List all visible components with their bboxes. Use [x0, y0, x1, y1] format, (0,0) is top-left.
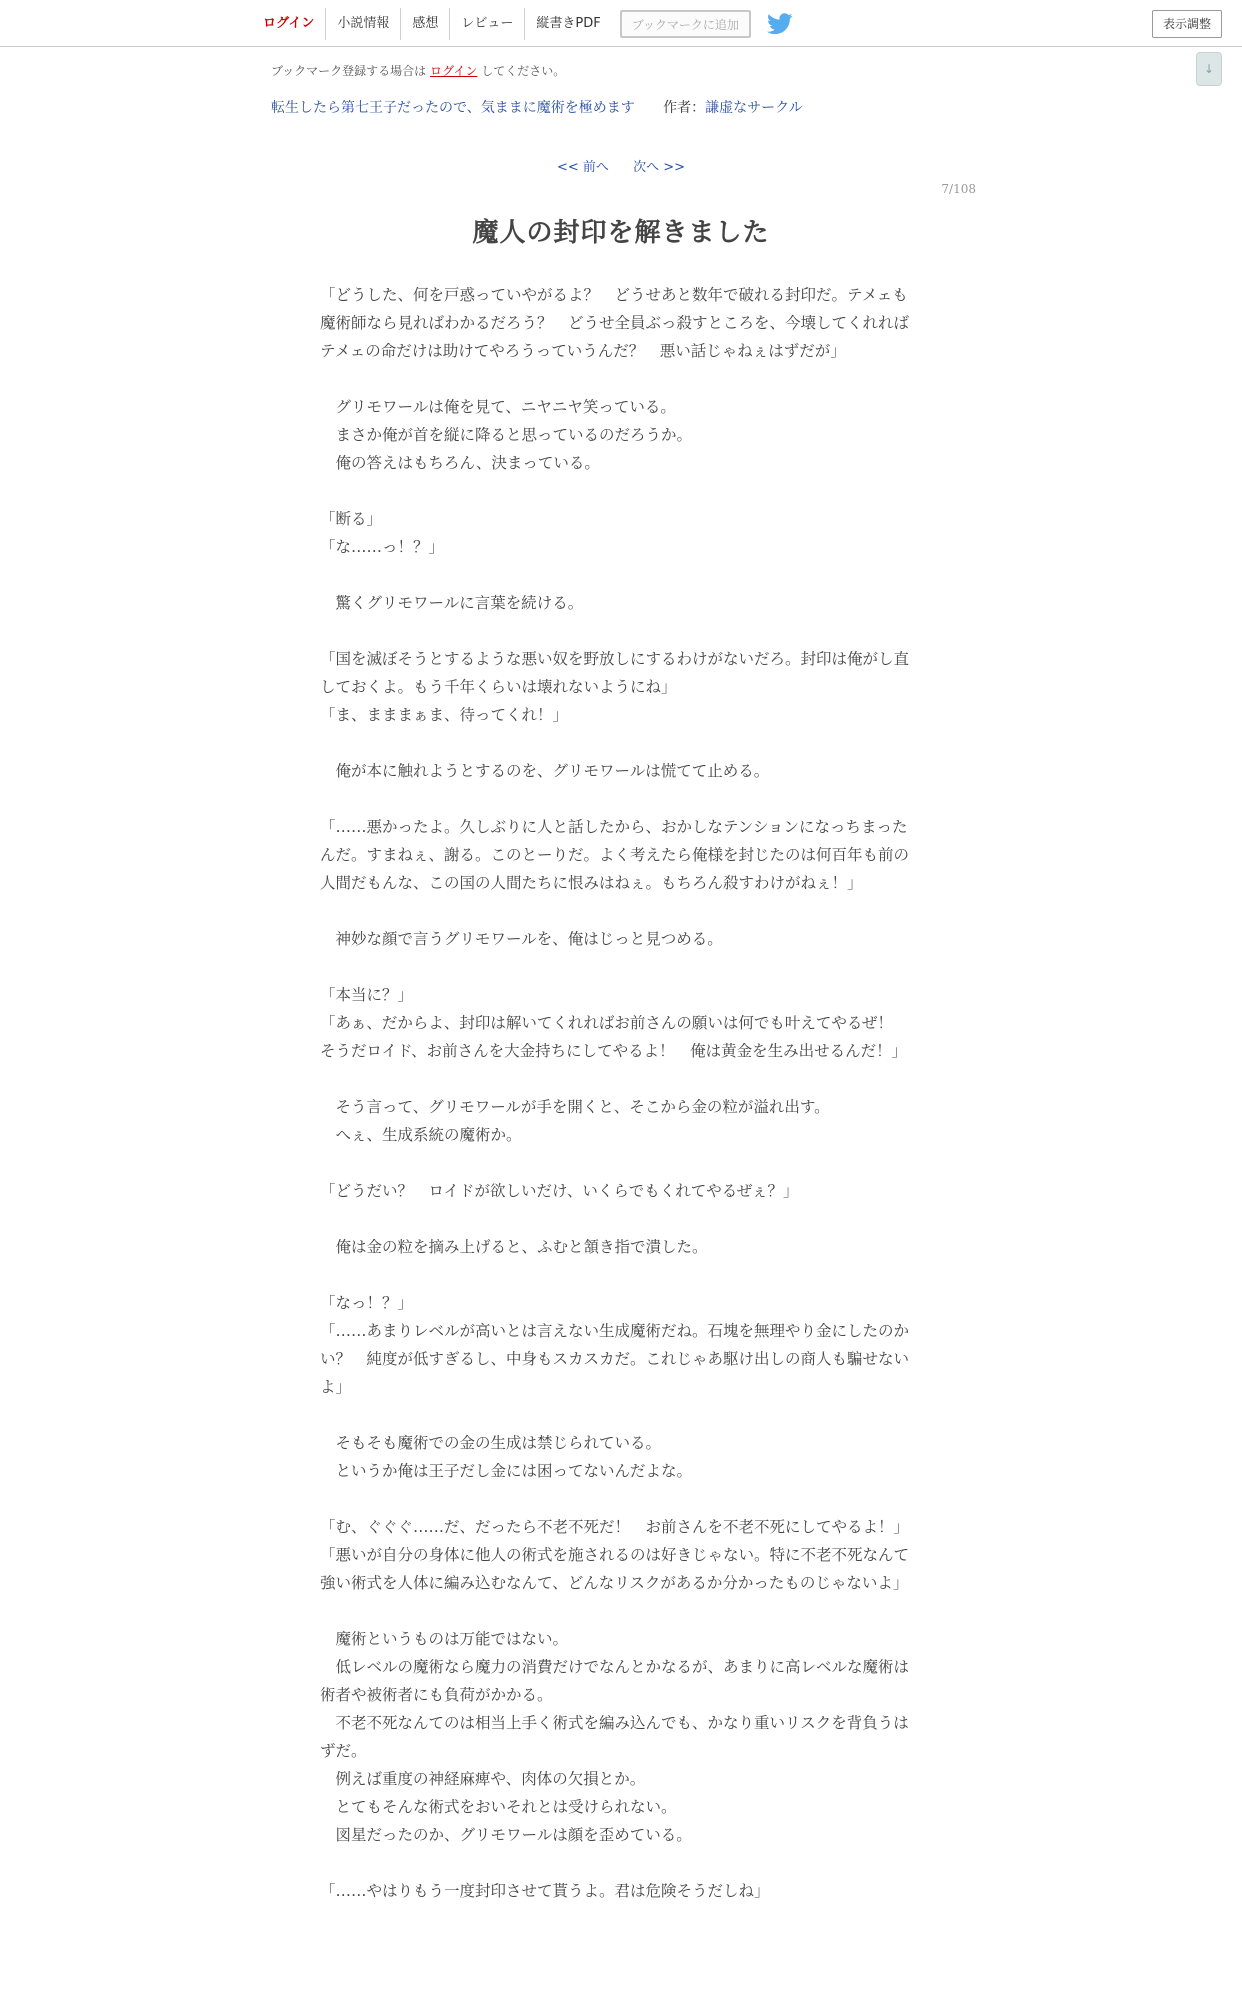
- body-paragraph: 「どうだい？ ロイドが欲しいだけ、いくらでもくれてやるぜぇ？」: [320, 1182, 799, 1200]
- blank-line: [320, 561, 914, 589]
- top-navigation-bar: [0, 0, 1242, 47]
- body-paragraph: 「……やはりもう一度封印させて貰うよ。君は危険そうだしね」: [320, 1882, 770, 1900]
- twitter-icon[interactable]: [767, 13, 793, 35]
- body-paragraph: 「断る」: [320, 510, 383, 528]
- blank-line: [320, 477, 914, 505]
- body-paragraph: グリモワールは俺を見て、ニヤニヤ笑っている。: [320, 398, 676, 416]
- blank-line: [320, 729, 914, 757]
- body-paragraph: へぇ、生成系統の魔術か。: [320, 1126, 522, 1144]
- novel-info-link[interactable]: 小説情報: [325, 8, 400, 40]
- display-settings-button[interactable]: 表示調整: [1152, 10, 1222, 38]
- body-paragraph: そもそも魔術での金の生成は禁じられている。: [320, 1434, 662, 1452]
- blank-line: [320, 953, 914, 981]
- body-paragraph: 俺の答えはもちろん、決まっている。: [320, 454, 600, 472]
- body-paragraph: 「む、ぐぐぐ……だ、だったら不老不死だ！ お前さんを不老不死にしてやるよ！」: [320, 1518, 910, 1536]
- novel-title-link[interactable]: 転生したら第七王子だったので、気ままに魔術を極めます: [271, 100, 635, 116]
- chapter-pager: [0, 156, 1242, 175]
- bookmark-login-notice: [271, 62, 565, 79]
- blank-line: [320, 1597, 914, 1625]
- blank-line: [320, 1205, 914, 1233]
- add-bookmark-button[interactable]: ブックマークに追加: [620, 10, 751, 38]
- blank-line: [320, 617, 914, 645]
- notice-text-before: ブックマーク登録する場合は: [271, 64, 427, 78]
- body-paragraph: まさか俺が首を縦に降ると思っているのだろうか。: [320, 426, 693, 444]
- body-paragraph: 「国を滅ぼそうとするような悪い奴を野放しにするわけがないだろ。封印は俺がし直しておくよ。もう千年くらいは壊れないようにね」: [320, 650, 910, 696]
- body-paragraph: とてもそんな術式をおいそれとは受けられない。: [320, 1798, 677, 1816]
- body-paragraph: 魔術というものは万能ではない。: [320, 1630, 569, 1648]
- body-paragraph: 「な……っ！？」: [320, 538, 445, 556]
- body-paragraph: 俺が本に触れようとするのを、グリモワールは慌てて止める。: [320, 762, 770, 780]
- body-paragraph: 「どうした、何を戸惑っていやがるよ？ どうせあと数年で破れる封印だ。テメェも魔術師なら見ればわかるだろう？ どうせ全員ぶっ殺すところを、今壊してくれればテメェの命だけは助けてやろうっていうんだ？ 悪い話じゃねぇはずだが」: [320, 286, 910, 360]
- chapter-body: [320, 281, 914, 1905]
- body-paragraph: 「悪いが自分の身体に他人の術式を施されるのは好きじゃない。特に不老不死なんて強い術式を人体に編み込むなんて、どんなリスクがあるか分かったものじゃないよ」: [320, 1546, 910, 1592]
- impressions-link[interactable]: 感想: [400, 8, 449, 40]
- blank-line: [320, 1065, 914, 1093]
- blank-line: [320, 1261, 914, 1289]
- blank-line: [320, 1485, 914, 1513]
- blank-line: [320, 365, 914, 393]
- body-paragraph: 低レベルの魔術なら魔力の消費だけでなんとかなるが、あまりに高レベルな魔術は術者や被術者にも負荷がかかる。: [320, 1658, 910, 1704]
- main-nav: [251, 8, 793, 40]
- body-paragraph: 神妙な顔で言うグリモワールを、俺はじっと見つめる。: [320, 930, 723, 948]
- author-label: 作者：: [663, 100, 706, 116]
- vertical-pdf-link[interactable]: 縦書きPDF: [524, 8, 611, 40]
- review-link[interactable]: レビュー: [449, 8, 524, 40]
- blank-line: [320, 897, 914, 925]
- body-paragraph: そう言って、グリモワールが手を開くと、そこから金の粒が溢れ出す。: [320, 1098, 830, 1116]
- next-chapter-link[interactable]: 次へ >>: [633, 160, 685, 175]
- body-paragraph: 「本当に？」: [320, 986, 414, 1004]
- novel-title-line: [271, 97, 803, 117]
- blank-line: [320, 1401, 914, 1429]
- page-number: 7/108: [941, 182, 976, 196]
- body-paragraph: 俺は金の粒を摘み上げると、ふむと頷き指で潰した。: [320, 1238, 708, 1256]
- body-paragraph: 図星だったのか、グリモワールは顔を歪めている。: [320, 1826, 692, 1844]
- body-paragraph: 不老不死なんてのは相当上手く術式を編み込んでも、かなり重いリスクを背負うはずだ。: [320, 1714, 909, 1760]
- body-paragraph: というか俺は王子だし金には困ってないんだよな。: [320, 1462, 693, 1480]
- blank-line: [320, 1849, 914, 1877]
- body-paragraph: 例えば重度の神経麻痺や、肉体の欠損とか。: [320, 1770, 646, 1788]
- body-paragraph: 「あぁ、だからよ、封印は解いてくれればお前さんの願いは何でも叶えてやるぜ！ そうだロイド、お前さんを大金持ちにしてやるよ！ 俺は黄金を生み出せるんだ！」: [320, 1014, 909, 1060]
- prev-chapter-link[interactable]: << 前へ: [557, 160, 609, 175]
- body-paragraph: 「ま、まままぁま、待ってくれ！」: [320, 706, 569, 724]
- body-paragraph: 「なっ！？」: [320, 1294, 414, 1312]
- chapter-title: 魔人の封印を解きました: [472, 218, 770, 248]
- body-paragraph: 「……あまりレベルが高いとは言えない生成魔術だね。石塊を無理やり金にしたのかい？ 純度が低すぎるし、中身もスカスカだ。これじゃあ駆け出しの商人も騙せないよ」: [320, 1322, 910, 1396]
- login-link[interactable]: ログイン: [263, 16, 315, 31]
- blank-line: [320, 785, 914, 813]
- author-link[interactable]: 謙虚なサークル: [705, 100, 803, 116]
- notice-text-after: してください。: [481, 64, 566, 78]
- body-paragraph: 驚くグリモワールに言葉を続ける。: [320, 594, 584, 612]
- notice-login-link[interactable]: ログイン: [430, 64, 478, 78]
- blank-line: [320, 1149, 914, 1177]
- scroll-down-button[interactable]: ↓: [1196, 52, 1222, 86]
- body-paragraph: 「……悪かったよ。久しぶりに人と話したから、おかしなテンションになっちまったんだ。すまねぇ、謝る。このとーりだ。よく考えたら俺様を封じたのは何百年も前の人間だもんな、この国の人間たちに恨みはねぇ。もちろん殺すわけがねぇ！」: [320, 818, 910, 892]
